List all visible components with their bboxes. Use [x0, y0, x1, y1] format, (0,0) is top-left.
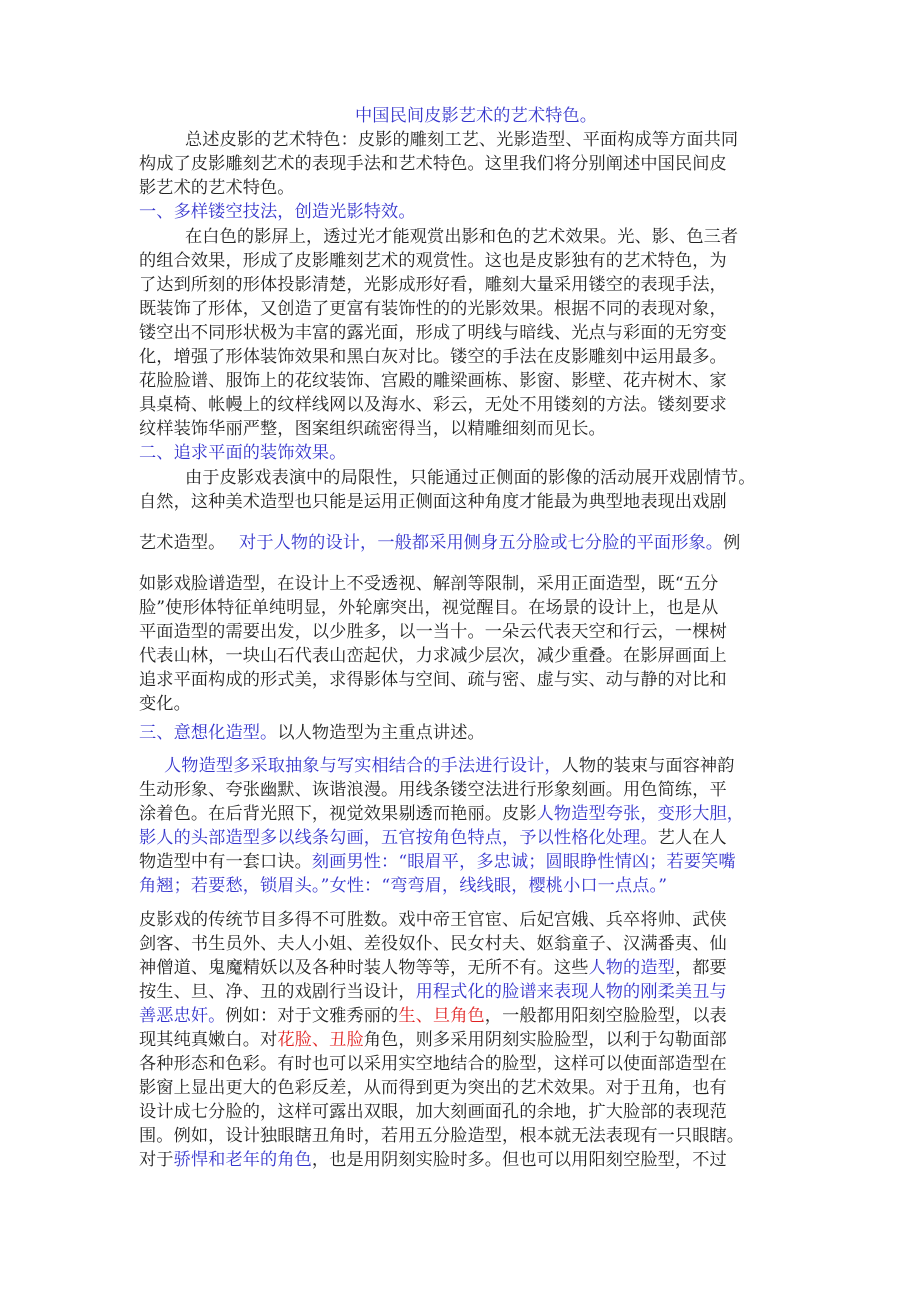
section1-line: 的组合效果，形成了皮影雕刻艺术的观赏性。这也是皮影独有的艺术特色，为 [139, 251, 727, 271]
intro-line: 总述皮影的艺术特色：皮影的雕刻工艺、光影造型、平面构成等方面共同 [185, 130, 739, 150]
section1-line: 纹样装饰华丽严整，图案组织疏密得当，以精雕细刻而见长。 [139, 419, 606, 439]
section3-text: ，也是用阴刻实脸时多。但也可以用阳刻空脸型，不过 [311, 1150, 727, 1170]
section2-line: 代表山林，一块山石代表山峦起伏，力求减少层次，减少重叠。在影屏画面上 [139, 646, 727, 666]
section1-line: 镂空出不同形状极为丰富的露光面，形成了明线与暗线、光点与彩面的无穷变 [139, 323, 727, 343]
section3-p2-line: 设计成七分脸的，这样可露出双眼，加大刻画面孔的余地，扩大脸部的表现范 [139, 1102, 727, 1122]
section3-p1-line [139, 850, 736, 874]
section1-line: 了达到所刻的形体投影清楚，光影成形好看，雕刻大量采用镂空的表现手法， [139, 275, 727, 295]
section3-heading-note: 以人物造型为主重点讲述。 [277, 723, 485, 743]
section3-highlight: 人物造型夸张，变形大胆， [536, 804, 745, 824]
section1-line: 具桌椅、帐幔上的纹样线网以及海水、彩云，无处不用镂刻的方法。镂刻要求 [139, 395, 727, 415]
section3-text: 例如：对于文雅秀丽的 [225, 1006, 399, 1026]
section3-p2-line [139, 1148, 727, 1172]
section3-text: 人物的装束与面容神韵 [561, 756, 735, 776]
section2-line: 追求平面构成的形式美，求得影体与空间、疏与密、虚与实、动与静的对比和 [139, 670, 727, 690]
section2-line: 变化。 [139, 694, 191, 714]
section3-p2-line: 各种形态和色彩。有时也可以采用实空地结合的脸型，这样可以使面部造型在 [139, 1054, 727, 1074]
section3-highlight: 善恶忠奸。 [139, 1006, 226, 1026]
section3-p1-line [139, 754, 735, 778]
section3-highlight-red: 花脸、丑脸 [277, 1030, 364, 1050]
section3-p2-line [139, 1004, 727, 1028]
section2-text: 例 [723, 533, 741, 553]
section3-highlight: 用程式化的脸谱来表现人物的刚柔美丑与 [415, 982, 727, 1002]
section3-p1-line [139, 802, 744, 826]
section3-highlight: 骄悍和老年的角色 [173, 1150, 312, 1170]
section1-line: 化，增强了形体装饰效果和黑白灰对比。镂空的手法在皮影雕刻中运用最多。 [139, 347, 727, 367]
section3-p2-line: 剑客、书生员外、夫人小姐、差役奴仆、民女村夫、妪翁童子、汉满番夷、仙 [139, 934, 727, 954]
section3-highlight: 刻画男性：“眼眉平，多忠诚；圆眼睁性情凶；若要笑嘴 [311, 852, 736, 872]
section3-p2-line: 皮影戏的传统节目多得不可胜数。戏中帝王官宦、后妃宫娥、兵卒将帅、武侠 [139, 910, 727, 930]
section3-text: 角色，则多采用阴刻实脸脸型，以利于勾勒面部 [363, 1030, 727, 1050]
document-title: 中国民间皮影艺术的艺术特色。 [355, 106, 598, 126]
section1-line: 在白色的影屏上，透过光才能观赏出影和色的艺术效果。光、影、色三者 [185, 227, 739, 247]
section2-line: 平面造型的需要出发，以少胜多，以一当十。一朵云代表天空和行云，一棵树 [139, 622, 727, 642]
section3-text: 物造型中有一套口诀。 [139, 852, 312, 872]
section3-p2-line [139, 980, 727, 1004]
section3-p1-line [139, 826, 727, 850]
section2-line: 由于皮影戏表演中的局限性，只能通过正侧面的影像的活动展开戏剧情节。 [185, 468, 756, 488]
section1-line: 既装饰了形体，又创造了更富有装饰性的的光影效果。根据不同的表现对象， [139, 299, 727, 319]
section3-p2-line [139, 1028, 727, 1052]
section3-text: 现其纯真嫩白。对 [139, 1030, 278, 1050]
section3-heading: 三、意想化造型。 [139, 723, 278, 743]
section2-line: 脸”使形体特征单纯明显，外轮廓突出，视觉醒目。在场景的设计上，也是从 [139, 598, 719, 618]
section3-p2-line [139, 956, 727, 980]
section2-text: 艺术造型。 [139, 533, 226, 553]
section3-text: ，都要 [674, 958, 727, 978]
section3-highlight-red: 生、旦角色 [398, 1006, 485, 1026]
section3-text: ，一般都用阳刻空脸脸型，以表 [484, 1006, 727, 1026]
section3-text: 对于 [139, 1150, 174, 1170]
section3-highlight: 影人的头部造型多以线条勾画，五官按角色特点，予以性格化处理。 [139, 828, 658, 848]
section2-line [139, 531, 740, 555]
section2-line: 如影戏脸谱造型，在设计上不受透视、解剖等限制，采用正面造型，既“五分 [139, 574, 719, 594]
section2-highlight: 对于人物的设计，一般都采用侧身五分脸或七分脸的平面形象。 [239, 533, 724, 553]
section3-highlight: 人物造型多采取抽象与写实相结合的手法进行设计， [164, 756, 562, 776]
section3-text: 艺人在人 [657, 828, 727, 848]
section3-heading-line [139, 721, 485, 745]
section1-line: 花脸脸谱、服饰上的花纹装饰、宫殿的雕梁画栋、影窗、影壁、花卉树木、家 [139, 371, 727, 391]
section3-p2-line: 围。例如，设计独眼瞎丑角时，若用五分脸造型，根本就无法表现有一只眼瞎。 [139, 1126, 745, 1146]
section2-heading: 二、追求平面的装饰效果。 [139, 443, 347, 463]
section3-p1-line: 生动形象、夸张幽默、诙谐浪漫。用线条镂空法进行形象刻画。用色简练，平 [139, 780, 727, 800]
section3-p1-line: 角翘；若要愁，锁眉头。”女性：“弯弯眉，线线眼，樱桃小口一点点。” [139, 876, 668, 896]
section2-line: 自然，这种美术造型也只能是运用正侧面这种角度才能最为典型地表现出戏剧 [139, 492, 727, 512]
section3-text: 按生、旦、净、丑的戏剧行当设计， [139, 982, 416, 1002]
section3-p2-line: 影窗上显出更大的色彩反差，从而得到更为突出的艺术效果。对于丑角，也有 [139, 1078, 727, 1098]
section3-text: 涂着色。在后背光照下，视觉效果剔透而艳丽。皮影 [139, 804, 537, 824]
section1-heading: 一、多样镂空技法，创造光影特效。 [139, 202, 416, 222]
section3-highlight: 人物的造型 [588, 958, 675, 978]
intro-line: 构成了皮影雕刻艺术的表现手法和艺术特色。这里我们将分别阐述中国民间皮 [139, 154, 727, 174]
section3-text: 神僧道、鬼魔精妖以及各种时装人物等等，无所不有。这些 [139, 958, 589, 978]
intro-line: 影艺术的艺术特色。 [139, 178, 295, 198]
